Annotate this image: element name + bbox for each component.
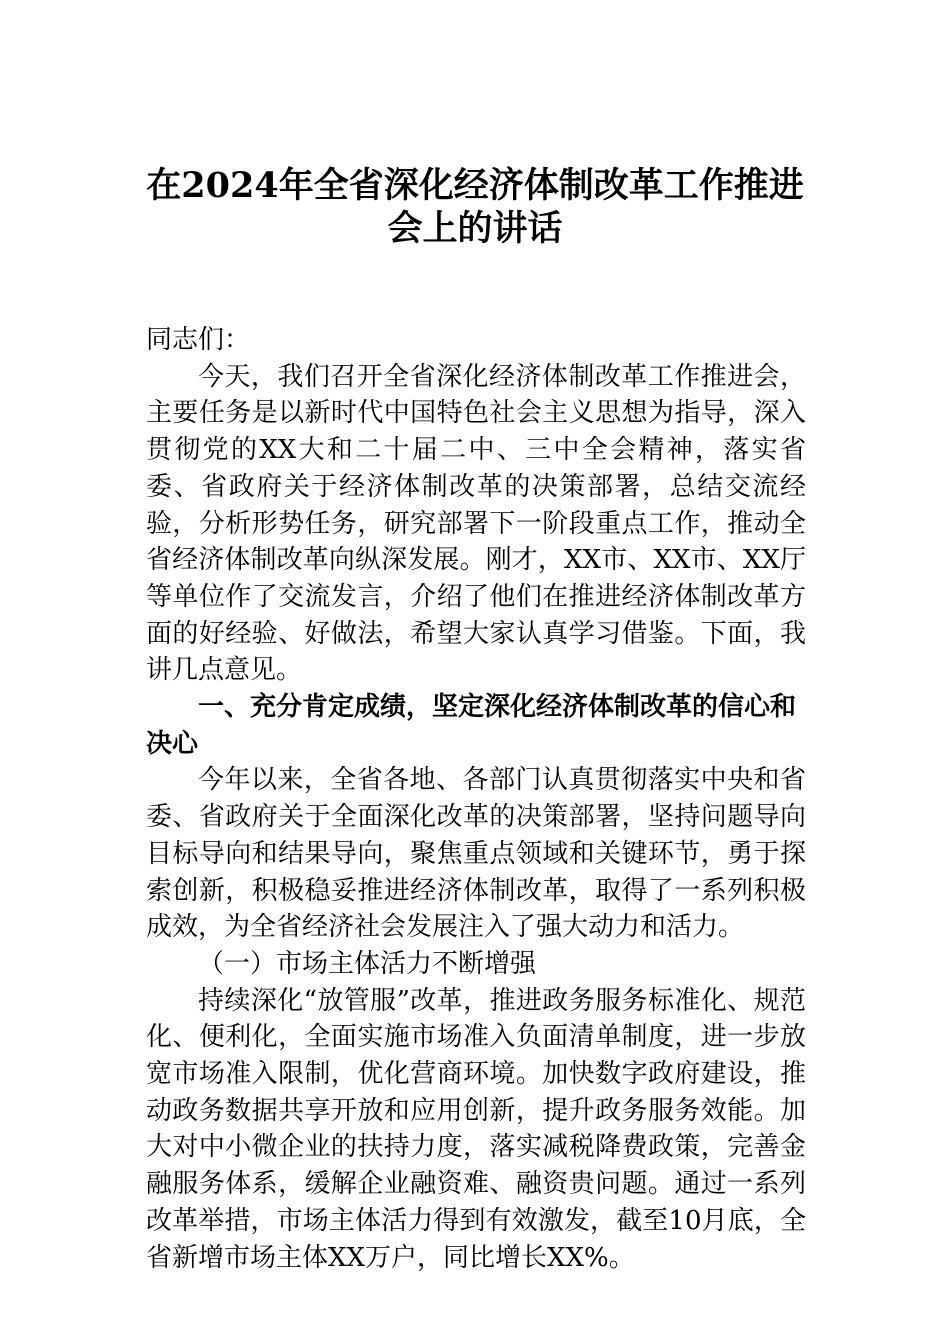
salutation: 同志们： xyxy=(146,325,251,355)
section-heading-1: 一、充分肯定成绩，坚定深化经济体制改革的信心和决心 xyxy=(146,692,797,759)
subsection-heading-1: （一）市场主体活力不断增强 xyxy=(198,948,537,979)
document-body xyxy=(146,322,806,1276)
document-title-line-1: 在2024年全省深化经济体制改革工作推进 xyxy=(146,165,804,206)
paragraph-subsection-1: 持续深化“放管服”改革，推进政务服务标准化、规范化、便利化，全面实施市场准入负面清单制度，进一步放宽市场准入限制，优化营商环境。加快数字政府建设，推动政务数据共享开放和应用创新，提升政务服务效能。加大对中小微企业的扶持力度，落实减税降费政策，完善金融服务体系，缓解企业融资难、融资贵问题。通过一系列改革举措，市场主体活力得到有效激发，截至10月底，全省新增市场主体XX万户，同比增长XX%。 xyxy=(146,985,806,1273)
document-title-line-2: 会上的讲话 xyxy=(387,208,563,249)
paragraph-section-1: 今年以来，全省各地、各部门认真贯彻落实中央和省委、省政府关于全面深化改革的决策部署，坚持问题导向目标导向和结果导向，聚焦重点领域和关键环节，勇于探索创新，积极稳妥推进经济体制改革，取得了一系列积极成效，为全省经济社会发展注入了强大动力和活力。 xyxy=(146,765,806,943)
paragraph-intro: 今天，我们召开全省深化经济体制改革工作推进会，主要任务是以新时代中国特色社会主义思想为指导，深入贯彻党的XX大和二十届二中、三中全会精神，落实省委、省政府关于经济体制改革的决策部署，总结交流经验，分析形势任务，研究部署下一阶段重点工作，推动全省经济体制改革向纵深发展。刚才，XX市、XX市、XX厅等单位作了交流发言，介绍了他们在推进经济体制改革方面的好经验、好做法，希望大家认真学习借鉴。下面，我讲几点意见。 xyxy=(146,361,806,686)
